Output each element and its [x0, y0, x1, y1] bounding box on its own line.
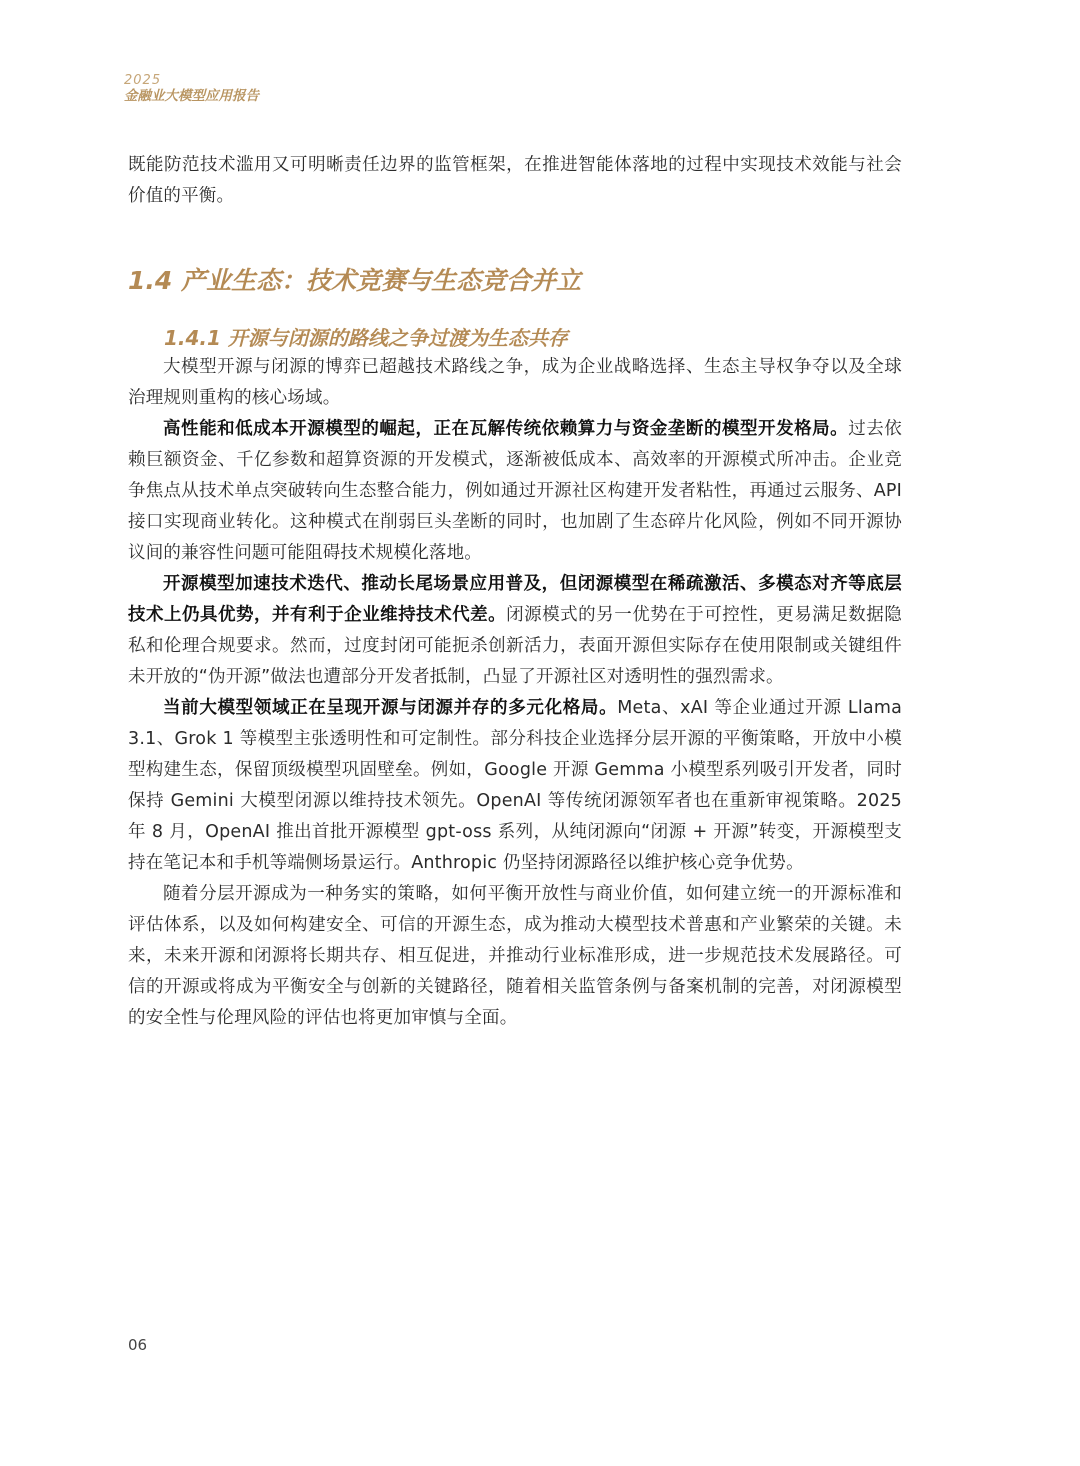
section-heading: 1.4 产业生态：技术竞赛与生态竞合并立 [128, 266, 581, 295]
paragraph-4 [128, 693, 902, 879]
paragraph-2-text: 过去依赖巨额资金、千亿参数和超算资源的开发模式，逐渐被低成本、高效率的开源模式所冲击。企业竞争焦点从技术单点突破转向生态整合能力，例如通过开源社区构建开发者粘性，再通过云服务、API 接口实现商业转化。这种模式在削弱巨头垄断的同时，也加剧了生态碎片化风险，例如不同开源协议间的兼容性问题可能阻碍技术规模化落地。 [128, 419, 902, 563]
paragraph-5 [128, 879, 902, 1034]
paragraph-4-text: Meta、xAI 等企业通过开源 Llama 3.1、Grok 1 等模型主张透明性和可定制性。部分科技企业选择分层开源的平衡策略，开放中小模型构建生态，保留顶级模型巩固壁垒。例如，Google 开源 Gemma 小模型系列吸引开发者，同时保持 Gemini 大模型闭源以维持技术领先。OpenAI 等传统闭源领军者也在重新审视策略。2025 年 8 月，OpenAI 推出首批开源模型 gpt-oss 系列，从纯闭源向“闭源 + 开源”转变，开源模型支持在笔记本和手机等端侧场景运行。Anthropic 仍坚持闭源路径以维护核心竞争优势。 [128, 698, 902, 873]
paragraph-2 [128, 414, 902, 569]
header-year: 2025 [124, 73, 162, 88]
page-content [128, 150, 902, 1034]
paragraph-1-text: 大模型开源与闭源的博弈已超越技术路线之争，成为企业战略选择、生态主导权争夺以及全球治理规则重构的核心场域。 [128, 357, 902, 408]
header-title: 金融业大模型应用报告 [124, 87, 259, 104]
paragraph-3 [128, 569, 902, 693]
paragraph-1 [128, 352, 902, 414]
paragraph-4-lead: 当前大模型领域正在呈现开源与闭源并存的多元化格局。 [163, 698, 618, 718]
paragraph-2-lead: 高性能和低成本开源模型的崛起，正在瓦解传统依赖算力与资金垄断的模型开发格局。 [163, 419, 849, 439]
paragraph-5-text: 随着分层开源成为一种务实的策略，如何平衡开放性与商业价值，如何建立统一的开源标准和评估体系，以及如何构建安全、可信的开源生态，成为推动大模型技术普惠和产业繁荣的关键。未来，未来开源和闭源将长期共存、相互促进，并推动行业标准形成，进一步规范技术发展路径。可信的开源或将成为平衡安全与创新的关键路径，随着相关监管条例与备案机制的完善，对闭源模型的安全性与伦理风险的评估也将更加审慎与全面。 [128, 884, 902, 1028]
paragraph-3-text: 闭源模式的另一优势在于可控性，更易满足数据隐私和伦理合规要求。然而，过度封闭可能扼杀创新活力，表面开源但实际存在使用限制或关键组件未开放的“伪开源”做法也遭部分开发者抵制，凸显了开源社区对透明性的强烈需求。 [128, 605, 902, 687]
subsection-heading: 1.4.1 开源与闭源的路线之争过渡为生态共存 [164, 326, 568, 350]
running-header [124, 74, 259, 104]
page-number: 06 [128, 1336, 148, 1354]
intro-continuation-paragraph: 既能防范技术滥用又可明晰责任边界的监管框架，在推进智能体落地的过程中实现技术效能与社会价值的平衡。 [128, 155, 902, 206]
paragraph-3-lead: 开源模型加速技术迭代、推动长尾场景应用普及，但闭源模型在稀疏激活、多模态对齐等底层技术上仍具优势，并有利于企业维持技术代差。 [128, 574, 902, 625]
